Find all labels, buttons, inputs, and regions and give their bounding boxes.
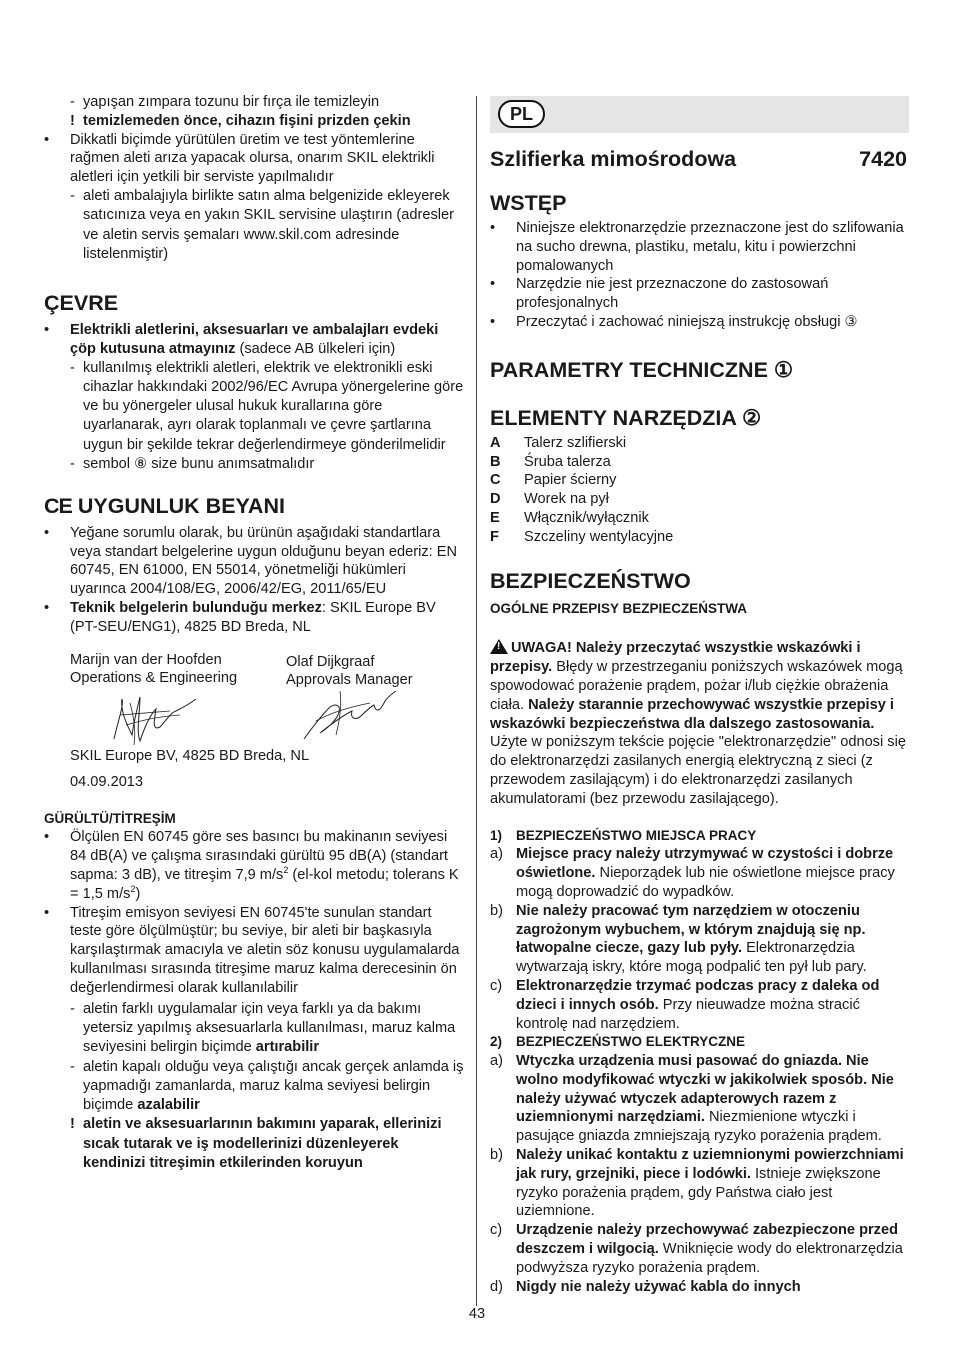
list-item: - sembol ⑧ size bunu anımsatmalıdır — [70, 456, 315, 473]
list-item: b) Należy unikać kontaktu z uziemnionymi powierzchniami jak rury, grzejniki, piece i lodówki. Istnieje zwiększone ryzyko porażenia prądem, gdy Państwa ciało jest uziemnione. — [490, 1147, 904, 1220]
list-item: b) Nie należy pracować tym narzędziem w otoczeniu zagrożonym wybuchem, w którym znajdują się np. łatwopalne ciecze, gazy lub pyły. Elektronarzędzia wytwarzają iskry, które mogą podpalić ten pył lub pary. — [490, 902, 867, 976]
list-item: • Elektrikli aletlerini, aksesuarları ve ambalajları evdeki çöp kutusuna atmayınız (sadece AB ülkeleri için) — [44, 321, 439, 357]
list-item: c) Elektronarzędzie trzymać podczas pracy z daleka od dzieci i innych osób. Przy nieuwadze można stracić kontrolę nad narzędziem. — [490, 977, 880, 1032]
signer-2-title: Approvals Manager — [286, 672, 413, 689]
company-address: SKIL Europe BV, 4825 BD Breda, NL — [70, 747, 310, 764]
list-item: • Teknik belgelerin bulunduğu merkez: SKIL Europe BV (PT-SEU/ENG1), 4825 BD Breda, NL — [44, 600, 436, 635]
list-item: d) Nigdy nie należy używać kabla do innych — [490, 1278, 801, 1295]
product-title: Szlifierka mimośrodowa 7420 — [490, 147, 907, 171]
language-badge: PL — [498, 100, 545, 128]
section-heading-elementy: ELEMENTY NARZĘDZIA ② — [490, 405, 762, 430]
column-divider — [476, 96, 477, 1306]
list-item: • Przeczytać i zachować niniejszą instrukcję obsługi ③ — [490, 313, 858, 330]
list-item: F Szczeliny wentylacyjne — [490, 528, 674, 545]
list-item: B Śruba talerza — [490, 453, 611, 470]
right-column — [490, 146, 910, 1296]
list-item: • Ölçülen EN 60745 göre ses basıncı bu makinanın seviyesi 84 dB(A) ve çalışma sırasındaki gürültü 95 dB(A) (standart sapma: 3 dB), ve titreşim 7,9 $m/s^2$ (el-kol metodu; tolerans K = 1,5 $m/s^2$) — [44, 829, 459, 902]
list-item: • Narzędzie nie jest przeznaczone do zastosowań profesjonalnych — [490, 276, 829, 312]
signature-block — [44, 651, 464, 781]
section-heading-cevre: ÇEVRE — [44, 290, 119, 315]
declaration-date: 04.09.2013 — [70, 773, 144, 790]
list-item: • Niniejsze elektronarzędzie przeznaczone jest do szlifowania na sucho drewna, plastiku, metalu, kitu i powierzchni pomalowanych — [490, 220, 904, 274]
list-item: • Dikkatli biçimde yürütülen üretim ve test yöntemlerine rağmen aleti arıza yapacak olursa, onarım SKIL elektrikli aletleri için yetkili bir serviste yapılmalıdır — [44, 131, 435, 186]
section-heading-noise: GÜRÜLTÜ/TİTREŞİM — [44, 811, 176, 827]
list-item: - yapışan zımpara tozunu bir fırça ile temizleyin — [70, 94, 380, 110]
section-title-1: 1) BEZPIECZEŃSTWO MIEJSCA PRACY — [490, 827, 757, 843]
warning-paragraph: !UWAGA! Należy przeczytać wszystkie wskazówki i przepisy. Błędy w przestrzeganiu poniższych wskazówek mogą spowodować porażenie prądem, pożar i/lub ciężkie obrażenia ciała. Należy starannie przechowywać wszystkie przepisy i wskazówki bezpieczeństwa dla dalszego zastosowania. Użyte w poniższym tekście pojęcie "elektronarzędzie" odnosi się do elektronarzędzi zasilanych energią elektryczną z sieci (z przewodem zasilającym) i do elektronarzędzi zasilanych akumulatorami (bez przewodu zasilającego). — [490, 637, 910, 808]
section-heading-wstep: WSTĘP — [490, 191, 567, 215]
list-item: • Titreşim emisyon seviyesi EN 60745'te sunulan standart teste göre ölçülmüştür; bu seviye, bir aleti bir başkasıyla karşılaştırmak amacıyla ve aletin söz konusu uygulamalarda kullanılması sırasında titreşime maruz kalma derecesinin ön değerlendirmesi olarak kullanılabilir — [44, 904, 460, 996]
list-item: C Papier ścierny — [490, 472, 617, 489]
section-heading-uygunluk: CE UYGUNLUK BEYANI — [44, 493, 285, 518]
signer-1-title: Operations & Engineering — [70, 670, 238, 687]
parts-list — [490, 434, 910, 547]
signer-1-name: Marijn van der Hoofden — [70, 651, 222, 668]
list-item: • Yeğane sorumlu olarak, bu ürünün aşağıdaki standartlara veya standart belgelerine uygun olduğunu beyan ederiz: EN 60745, EN 61000, EN 55014, yönetmeliği hükümleri uyarınca 2004/108/EG, 2006/42/EG, 2011/65/EU — [44, 524, 457, 598]
signature-2-icon — [300, 685, 400, 745]
model-number: 7420 — [859, 147, 907, 171]
page-number: 43 — [468, 1306, 486, 1322]
section-heading-bezpieczenstwo: BEZPIECZEŃSTWO — [490, 568, 691, 593]
list-item: - aletin farklı uygulamalar için veya farklı ya da bakımı yetersiz yapılmış aksesuarlarla kullanılması, maruz kalma seviyesini belirgin biçimde artırabilir — [70, 1000, 456, 1056]
list-item: ! aletin ve aksesuarlarının bakımını yaparak, ellerinizi sıcak tutarak ve iş modellerinizi düzenleyerek kendinizi titreşimin etkilerinden koruyun — [70, 1116, 442, 1171]
section-title-2: 2) BEZPIECZEŃSTWO ELEKTRYCZNE — [490, 1034, 746, 1050]
list-item: ! temizlemeden önce, cihazın fişini prizden çekin — [70, 112, 411, 129]
list-item: - aletin kapalı olduğu veya çalıştığı ancak gerçek anlamda iş yapmadığı zamanlarda, maruz kalma seviyesi belirgin biçimde azalabilir — [70, 1058, 464, 1114]
list-item: A Talerz szlifierski — [490, 434, 627, 451]
subheading: OGÓLNE PRZEPISY BEZPIECZEŃSTWA — [490, 600, 748, 616]
list-item: - aleti ambalajıyla birlikte satın alma belgenizide ekleyerek satıcınıza veya en yakın SKIL servisine ulaştırın (adresler ve aletin servis şemaları www.skil.com adresinde listelenmiştir) — [70, 187, 454, 263]
list-item: c) Urządzenie należy przechowywać zabezpieczone przed deszczem i wilgocią. Wniknięcie wody do elektronarzędzia podwyższa ryzyko porażenia prądem. — [490, 1222, 903, 1276]
section-heading-parametry: PARAMETRY TECHNICZNE ① — [490, 357, 794, 382]
signer-2-name: Olaf Dijkgraaf — [286, 653, 375, 670]
list-item: D Worek na pył — [490, 491, 609, 508]
signature-1-icon — [110, 691, 200, 747]
left-column — [44, 93, 464, 1173]
warning-triangle-icon — [490, 639, 508, 654]
list-item: a) Wtyczka urządzenia musi pasować do gniazda. Nie wolno modyfikować wtyczki w jakikolwiek sposób. Nie należy używać wtyczek adapterowych razem z uziemnionymi narzędziami. Niezmienione wtyczki i pasujące gniazda zmniejszają ryzyko porażenia prądem. — [490, 1053, 894, 1145]
ce-mark-icon: CE — [44, 493, 72, 518]
language-bar — [490, 96, 909, 133]
list-item: E Włącznik/wyłącznik — [490, 509, 649, 526]
list-item: a) Miejsce pracy należy utrzymywać w czystości i dobrze oświetlone. Nieporządek lub nie oświetlone miejsce pracy mogą doprowadzić do wypadków. — [490, 846, 895, 900]
list-item: - kullanılmış elektrikli aletleri, elektrik ve elektronikli eski cihazlar hakkındaki 2002/96/EC Avrupa yönergelerine göre ve bu yönergeler ulusal hukuk kurallarına göre uyarlanarak, ayrı olarak toplanmalı ve çevre şartlarına uygun bir şekilde tekrar değerlendirmeye gönderilmelidir — [70, 359, 464, 453]
